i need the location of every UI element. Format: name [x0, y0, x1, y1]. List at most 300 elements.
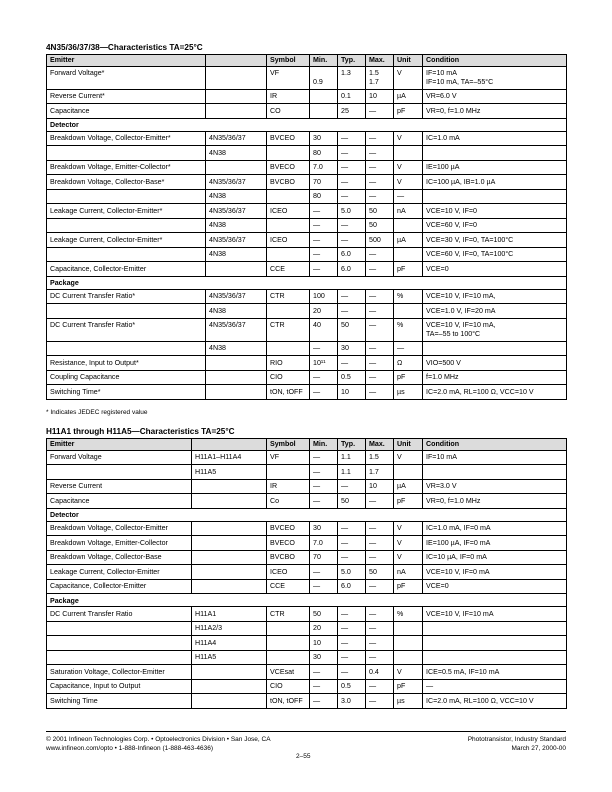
table-row [47, 189, 567, 204]
table-cell [423, 465, 567, 480]
table-row [47, 160, 567, 175]
table-cell: — [423, 679, 567, 694]
table-cell [267, 621, 310, 636]
table-cell [267, 218, 310, 233]
table-row [47, 550, 567, 565]
table-cell: IC=1.0 mA [423, 131, 567, 146]
table-cell: Co [267, 494, 310, 509]
table-row [47, 304, 567, 319]
table-cell: — [338, 233, 366, 248]
table-cell: — [366, 146, 394, 161]
table-cell: 7.0 [310, 536, 338, 551]
table-cell: 4N38 [206, 304, 267, 319]
table-cell: Leakage Current, Collector-Emitter [47, 565, 192, 580]
table-cell: Ω [394, 356, 423, 371]
table-row [47, 289, 567, 304]
table-cell: 4N38 [206, 189, 267, 204]
section-label: Detector [47, 508, 567, 521]
table-cell: — [366, 494, 394, 509]
table-row [47, 66, 567, 89]
table-cell: 80 [310, 189, 338, 204]
table-cell [47, 341, 206, 356]
table2-title: H11A1 through H11A5—Characteristics TA=25°C [46, 427, 235, 436]
table-cell: V [394, 131, 423, 146]
table-cell [47, 465, 192, 480]
table-cell: VR=0, f=1.0 MHz [423, 104, 567, 119]
table-cell: IC=1.0 mA, IF=0 mA [423, 521, 567, 536]
table-cell: % [394, 607, 423, 622]
table-row [47, 450, 567, 465]
table-cell [206, 104, 267, 119]
table-cell: BVCBO [267, 550, 310, 565]
table-cell: — [338, 636, 366, 651]
table-cell: — [338, 189, 366, 204]
table-cell: — [366, 621, 394, 636]
table-cell [192, 494, 267, 509]
table-cell: — [338, 650, 366, 665]
table-row [47, 479, 567, 494]
table-cell: V [394, 536, 423, 551]
header-cell: Condition [423, 439, 567, 451]
table-cell: H11A5 [192, 465, 267, 480]
table-cell: 4N38 [206, 341, 267, 356]
table-cell [192, 521, 267, 536]
table-cell: pF [394, 104, 423, 119]
table-cell: VF [267, 66, 310, 89]
table-cell: 20 [310, 304, 338, 319]
table-row [47, 131, 567, 146]
table-cell: 5.0 [338, 565, 366, 580]
table-cell: CIO [267, 370, 310, 385]
table-cell: — [366, 607, 394, 622]
table-cell: IC=10 µA, IF=0 mA [423, 550, 567, 565]
table-cell [394, 650, 423, 665]
table-cell: — [310, 370, 338, 385]
table-cell: — [310, 465, 338, 480]
table-cell [47, 218, 206, 233]
table-row [47, 621, 567, 636]
table-cell: — [366, 289, 394, 304]
footer-right [468, 736, 566, 753]
section-row [47, 276, 567, 289]
table-cell: Forward Voltage [47, 450, 192, 465]
table-cell: VF [267, 450, 310, 465]
table-cell: — [310, 494, 338, 509]
table-cell [267, 189, 310, 204]
table-cell: — [310, 579, 338, 594]
table-cell: 20 [310, 621, 338, 636]
header-cell: Condition [423, 55, 567, 67]
table-cell [47, 621, 192, 636]
table-cell: 10 [338, 385, 366, 400]
table-cell [206, 370, 267, 385]
table-row [47, 218, 567, 233]
table-cell: H11A1–H11A4 [192, 450, 267, 465]
table-cell [267, 304, 310, 319]
table-cell: 70 [310, 550, 338, 565]
table-cell: 1.7 [366, 465, 394, 480]
table-cell: IF=10 mA [423, 450, 567, 465]
table-cell: tON, tOFF [267, 385, 310, 400]
table-cell: Breakdown Voltage, Collector-Base* [47, 175, 206, 190]
table-cell: 4N35/36/37 [206, 175, 267, 190]
table-cell: VR=0, f=1.0 MHz [423, 494, 567, 509]
table-cell: — [366, 385, 394, 400]
table-cell: 50 [366, 204, 394, 219]
table-cell: f=1.0 MHz [423, 370, 567, 385]
table-cell: — [366, 370, 394, 385]
table-cell: — [338, 550, 366, 565]
table-cell: — [366, 536, 394, 551]
table-cell: 70 [310, 175, 338, 190]
table-cell: % [394, 289, 423, 304]
table-cell: — [338, 479, 366, 494]
table-row [47, 204, 567, 219]
table-cell: — [310, 665, 338, 680]
table-cell: CIO [267, 679, 310, 694]
table-cell: Coupling Capacitance [47, 370, 206, 385]
table-cell: — [366, 356, 394, 371]
table-cell [192, 579, 267, 594]
section-row [47, 594, 567, 607]
table-cell: 1.1 [338, 465, 366, 480]
table-cell [47, 189, 206, 204]
table-cell: VCE=60 V, IF=0 [423, 218, 567, 233]
table-cell: 30 [310, 650, 338, 665]
section-row [47, 118, 567, 131]
footer-left [46, 736, 271, 753]
table-cell [423, 341, 567, 356]
table-row [47, 694, 567, 709]
table-cell: — [310, 694, 338, 709]
table-cell: nA [394, 565, 423, 580]
table-cell: — [366, 679, 394, 694]
table-cell: ICE=0.5 mA, IF=10 mA [423, 665, 567, 680]
table-cell: VCE=10 V, IF=10 mA, TA=–55 to 100°C [423, 318, 567, 341]
table-cell: 50 [338, 318, 366, 341]
table-cell: VCE=10 V, IF=10 mA, [423, 289, 567, 304]
table-cell [394, 218, 423, 233]
table-cell: — [338, 665, 366, 680]
table-cell: 7.0 [310, 160, 338, 175]
table-cell: VCE=10 V, IF=0 [423, 204, 567, 219]
table-cell: VR=3.0 V [423, 479, 567, 494]
table-cell [192, 665, 267, 680]
table2-characteristics [46, 438, 567, 709]
table-cell: — [338, 146, 366, 161]
table1-characteristics [46, 54, 567, 400]
table-cell: — [366, 104, 394, 119]
table-cell: — [366, 636, 394, 651]
table-cell: CTR [267, 289, 310, 304]
table-cell [47, 304, 206, 319]
table-cell: V [394, 66, 423, 89]
table-cell: Reverse Current [47, 479, 192, 494]
table-row [47, 650, 567, 665]
table-cell: µA [394, 89, 423, 104]
table-cell: ICEO [267, 233, 310, 248]
table-cell: pF [394, 494, 423, 509]
table-row [47, 175, 567, 190]
table-cell: 10 [366, 479, 394, 494]
table-cell: — [338, 607, 366, 622]
header-cell [206, 55, 267, 67]
table-cell [267, 636, 310, 651]
table-cell: V [394, 160, 423, 175]
table-cell: ICEO [267, 565, 310, 580]
table-cell: — [366, 131, 394, 146]
table-cell: — [338, 621, 366, 636]
table-cell: 50 [310, 607, 338, 622]
table-cell: Forward Voltage* [47, 66, 206, 89]
header-cell: Unit [394, 439, 423, 451]
table-cell [394, 621, 423, 636]
table-cell: IR [267, 89, 310, 104]
table-cell: VR=6.0 V [423, 89, 567, 104]
table-cell: 50 [338, 494, 366, 509]
table-cell [47, 636, 192, 651]
table-row [47, 665, 567, 680]
table-cell: H11A4 [192, 636, 267, 651]
table-cell: H11A1 [192, 607, 267, 622]
table-cell: VCE=30 V, IF=0, TA=100°C [423, 233, 567, 248]
table-row [47, 341, 567, 356]
table-cell: Breakdown Voltage, Emitter-Collector* [47, 160, 206, 175]
table-header-row [47, 55, 567, 67]
table-cell: nA [394, 204, 423, 219]
table-cell [206, 385, 267, 400]
header-cell: Emitter [47, 439, 192, 451]
table-cell: V [394, 665, 423, 680]
table-cell: V [394, 450, 423, 465]
table-cell [423, 636, 567, 651]
table-cell: 50 [366, 565, 394, 580]
table-cell [206, 262, 267, 277]
table-cell: — [338, 289, 366, 304]
table-row [47, 262, 567, 277]
table-cell: 5.0 [338, 204, 366, 219]
table-cell: 10¹¹ [310, 356, 338, 371]
table-cell: Capacitance [47, 494, 192, 509]
table-cell: 4N35/36/37 [206, 233, 267, 248]
table-row [47, 385, 567, 400]
table-cell: BVCEO [267, 131, 310, 146]
table-cell: — [338, 175, 366, 190]
table-cell: Saturation Voltage, Collector-Emitter [47, 665, 192, 680]
table-row [47, 536, 567, 551]
table-cell [310, 104, 338, 119]
table-cell: 10 [310, 636, 338, 651]
table-cell: 4N35/36/37 [206, 131, 267, 146]
table-cell: — [338, 521, 366, 536]
table-cell: — [366, 550, 394, 565]
table-cell: VCE=10 V, IF=0 mA [423, 565, 567, 580]
table-cell: 500 [366, 233, 394, 248]
table-cell: — [310, 218, 338, 233]
table-cell: Breakdown Voltage, Emitter-Collector [47, 536, 192, 551]
section-label: Package [47, 276, 567, 289]
table-cell: 50 [366, 218, 394, 233]
table-cell: tON, tOFF [267, 694, 310, 709]
header-cell: Max. [366, 55, 394, 67]
table-cell: — [338, 131, 366, 146]
table-cell: 1.5 1.7 [366, 66, 394, 89]
table-cell [47, 146, 206, 161]
header-cell: Min. [310, 55, 338, 67]
table-cell: — [366, 160, 394, 175]
table-cell: 0.9 [310, 66, 338, 89]
header-cell: Symbol [267, 55, 310, 67]
table-cell: pF [394, 579, 423, 594]
table-cell: IE=100 µA, IF=0 mA [423, 536, 567, 551]
table-cell: — [310, 341, 338, 356]
table-cell [423, 146, 567, 161]
table-cell: IR [267, 479, 310, 494]
table-cell: IC=2.0 mA, RL=100 Ω, VCC=10 V [423, 694, 567, 709]
table-cell [192, 479, 267, 494]
table-cell: — [310, 247, 338, 262]
table-cell: V [394, 550, 423, 565]
table-cell [47, 247, 206, 262]
table-cell: 4N35/36/37 [206, 204, 267, 219]
table-cell: — [366, 650, 394, 665]
table-cell: — [310, 233, 338, 248]
table-cell: — [366, 247, 394, 262]
table-cell: CTR [267, 318, 310, 341]
table-header-row [47, 439, 567, 451]
table-cell: 25 [338, 104, 366, 119]
table-cell: IC=2.0 mA, RL=100 Ω, VCC=10 V [423, 385, 567, 400]
table-cell: IE=100 µA [423, 160, 567, 175]
table-cell: Leakage Current, Collector-Emitter* [47, 233, 206, 248]
header-cell: Typ. [338, 55, 366, 67]
table-cell [423, 650, 567, 665]
table-cell: VCEsat [267, 665, 310, 680]
footer-date: March 27, 2000-00 [511, 744, 566, 752]
table-cell: VCE=0 [423, 579, 567, 594]
table-cell [394, 465, 423, 480]
table-cell: — [366, 579, 394, 594]
table-cell: VCE=10 V, IF=10 mA [423, 607, 567, 622]
section-label: Package [47, 594, 567, 607]
table-cell: VCE=60 V, IF=0, TA=100°C [423, 247, 567, 262]
table-cell: µA [394, 479, 423, 494]
table-cell: 4N38 [206, 247, 267, 262]
table-cell: — [310, 565, 338, 580]
footer-product: Phototransistor, Industry Standard [467, 736, 566, 743]
table-cell: pF [394, 370, 423, 385]
table-cell: 80 [310, 146, 338, 161]
table-cell: — [310, 204, 338, 219]
table-cell: Switching Time [47, 694, 192, 709]
table-cell: Breakdown Voltage, Collector-Emitter* [47, 131, 206, 146]
table-row [47, 104, 567, 119]
table-cell: µs [394, 385, 423, 400]
table-row [47, 521, 567, 536]
footer-web: www.infineon.com/opto • 1-888-Infineon (1-888-463-4636) [46, 744, 214, 752]
table-cell: µs [394, 694, 423, 709]
table-cell: RIO [267, 356, 310, 371]
table-cell [394, 247, 423, 262]
table-cell: 1.1 [338, 450, 366, 465]
table-cell: ICEO [267, 204, 310, 219]
footer-rule [46, 731, 566, 732]
table-cell: — [338, 218, 366, 233]
table-cell: Reverse Current* [47, 89, 206, 104]
table-cell: 3.0 [338, 694, 366, 709]
table-cell: µA [394, 233, 423, 248]
table-cell: 30 [310, 131, 338, 146]
table-cell: Capacitance, Collector-Emitter [47, 262, 206, 277]
table-cell: H11A5 [192, 650, 267, 665]
table-cell: — [366, 694, 394, 709]
table-cell: VCE=1.0 V, IF=20 mA [423, 304, 567, 319]
table1-title: 4N35/36/37/38—Characteristics TA=25°C [46, 43, 203, 52]
table-cell: — [310, 479, 338, 494]
table-cell: DC Current Transfer Ratio* [47, 318, 206, 341]
section-row [47, 508, 567, 521]
table-cell [423, 621, 567, 636]
table-cell: — [394, 189, 423, 204]
table-cell: 0.5 [338, 370, 366, 385]
table-cell [394, 146, 423, 161]
table-cell: IF=10 mA IF=10 mA, TA=–55°C [423, 66, 567, 89]
table-row [47, 565, 567, 580]
table-cell [267, 247, 310, 262]
table-cell: CCE [267, 579, 310, 594]
table-cell [206, 89, 267, 104]
table-cell: BVECO [267, 536, 310, 551]
header-cell: Emitter [47, 55, 206, 67]
table-cell: BVCBO [267, 175, 310, 190]
table-row [47, 679, 567, 694]
table-cell: — [338, 160, 366, 175]
table-cell: CO [267, 104, 310, 119]
table-cell: Breakdown Voltage, Collector-Base [47, 550, 192, 565]
table-cell: 30 [338, 341, 366, 356]
table-cell: DC Current Transfer Ratio [47, 607, 192, 622]
table-cell: 4N38 [206, 146, 267, 161]
table-cell: 6.0 [338, 262, 366, 277]
table-cell: — [366, 318, 394, 341]
table-cell [267, 341, 310, 356]
table-row [47, 636, 567, 651]
table-cell: 6.0 [338, 247, 366, 262]
table-cell: 1.5 [366, 450, 394, 465]
table-row [47, 465, 567, 480]
table-cell: 0.1 [338, 89, 366, 104]
table-cell: VCE=0 [423, 262, 567, 277]
table-cell [206, 356, 267, 371]
table-row [47, 146, 567, 161]
table-cell: Switching Time* [47, 385, 206, 400]
table-cell: 0.4 [366, 665, 394, 680]
page-number: 2–55 [296, 753, 311, 760]
table-cell: VIO=500 V [423, 356, 567, 371]
table-cell [47, 650, 192, 665]
table-row [47, 356, 567, 371]
table-cell: — [366, 341, 394, 356]
table-cell: 4N38 [206, 218, 267, 233]
table-cell [394, 636, 423, 651]
section-label: Detector [47, 118, 567, 131]
table-cell: — [310, 679, 338, 694]
table-cell: — [338, 536, 366, 551]
table-cell: BVECO [267, 160, 310, 175]
table-row [47, 89, 567, 104]
table-cell: — [310, 385, 338, 400]
table-cell: CCE [267, 262, 310, 277]
